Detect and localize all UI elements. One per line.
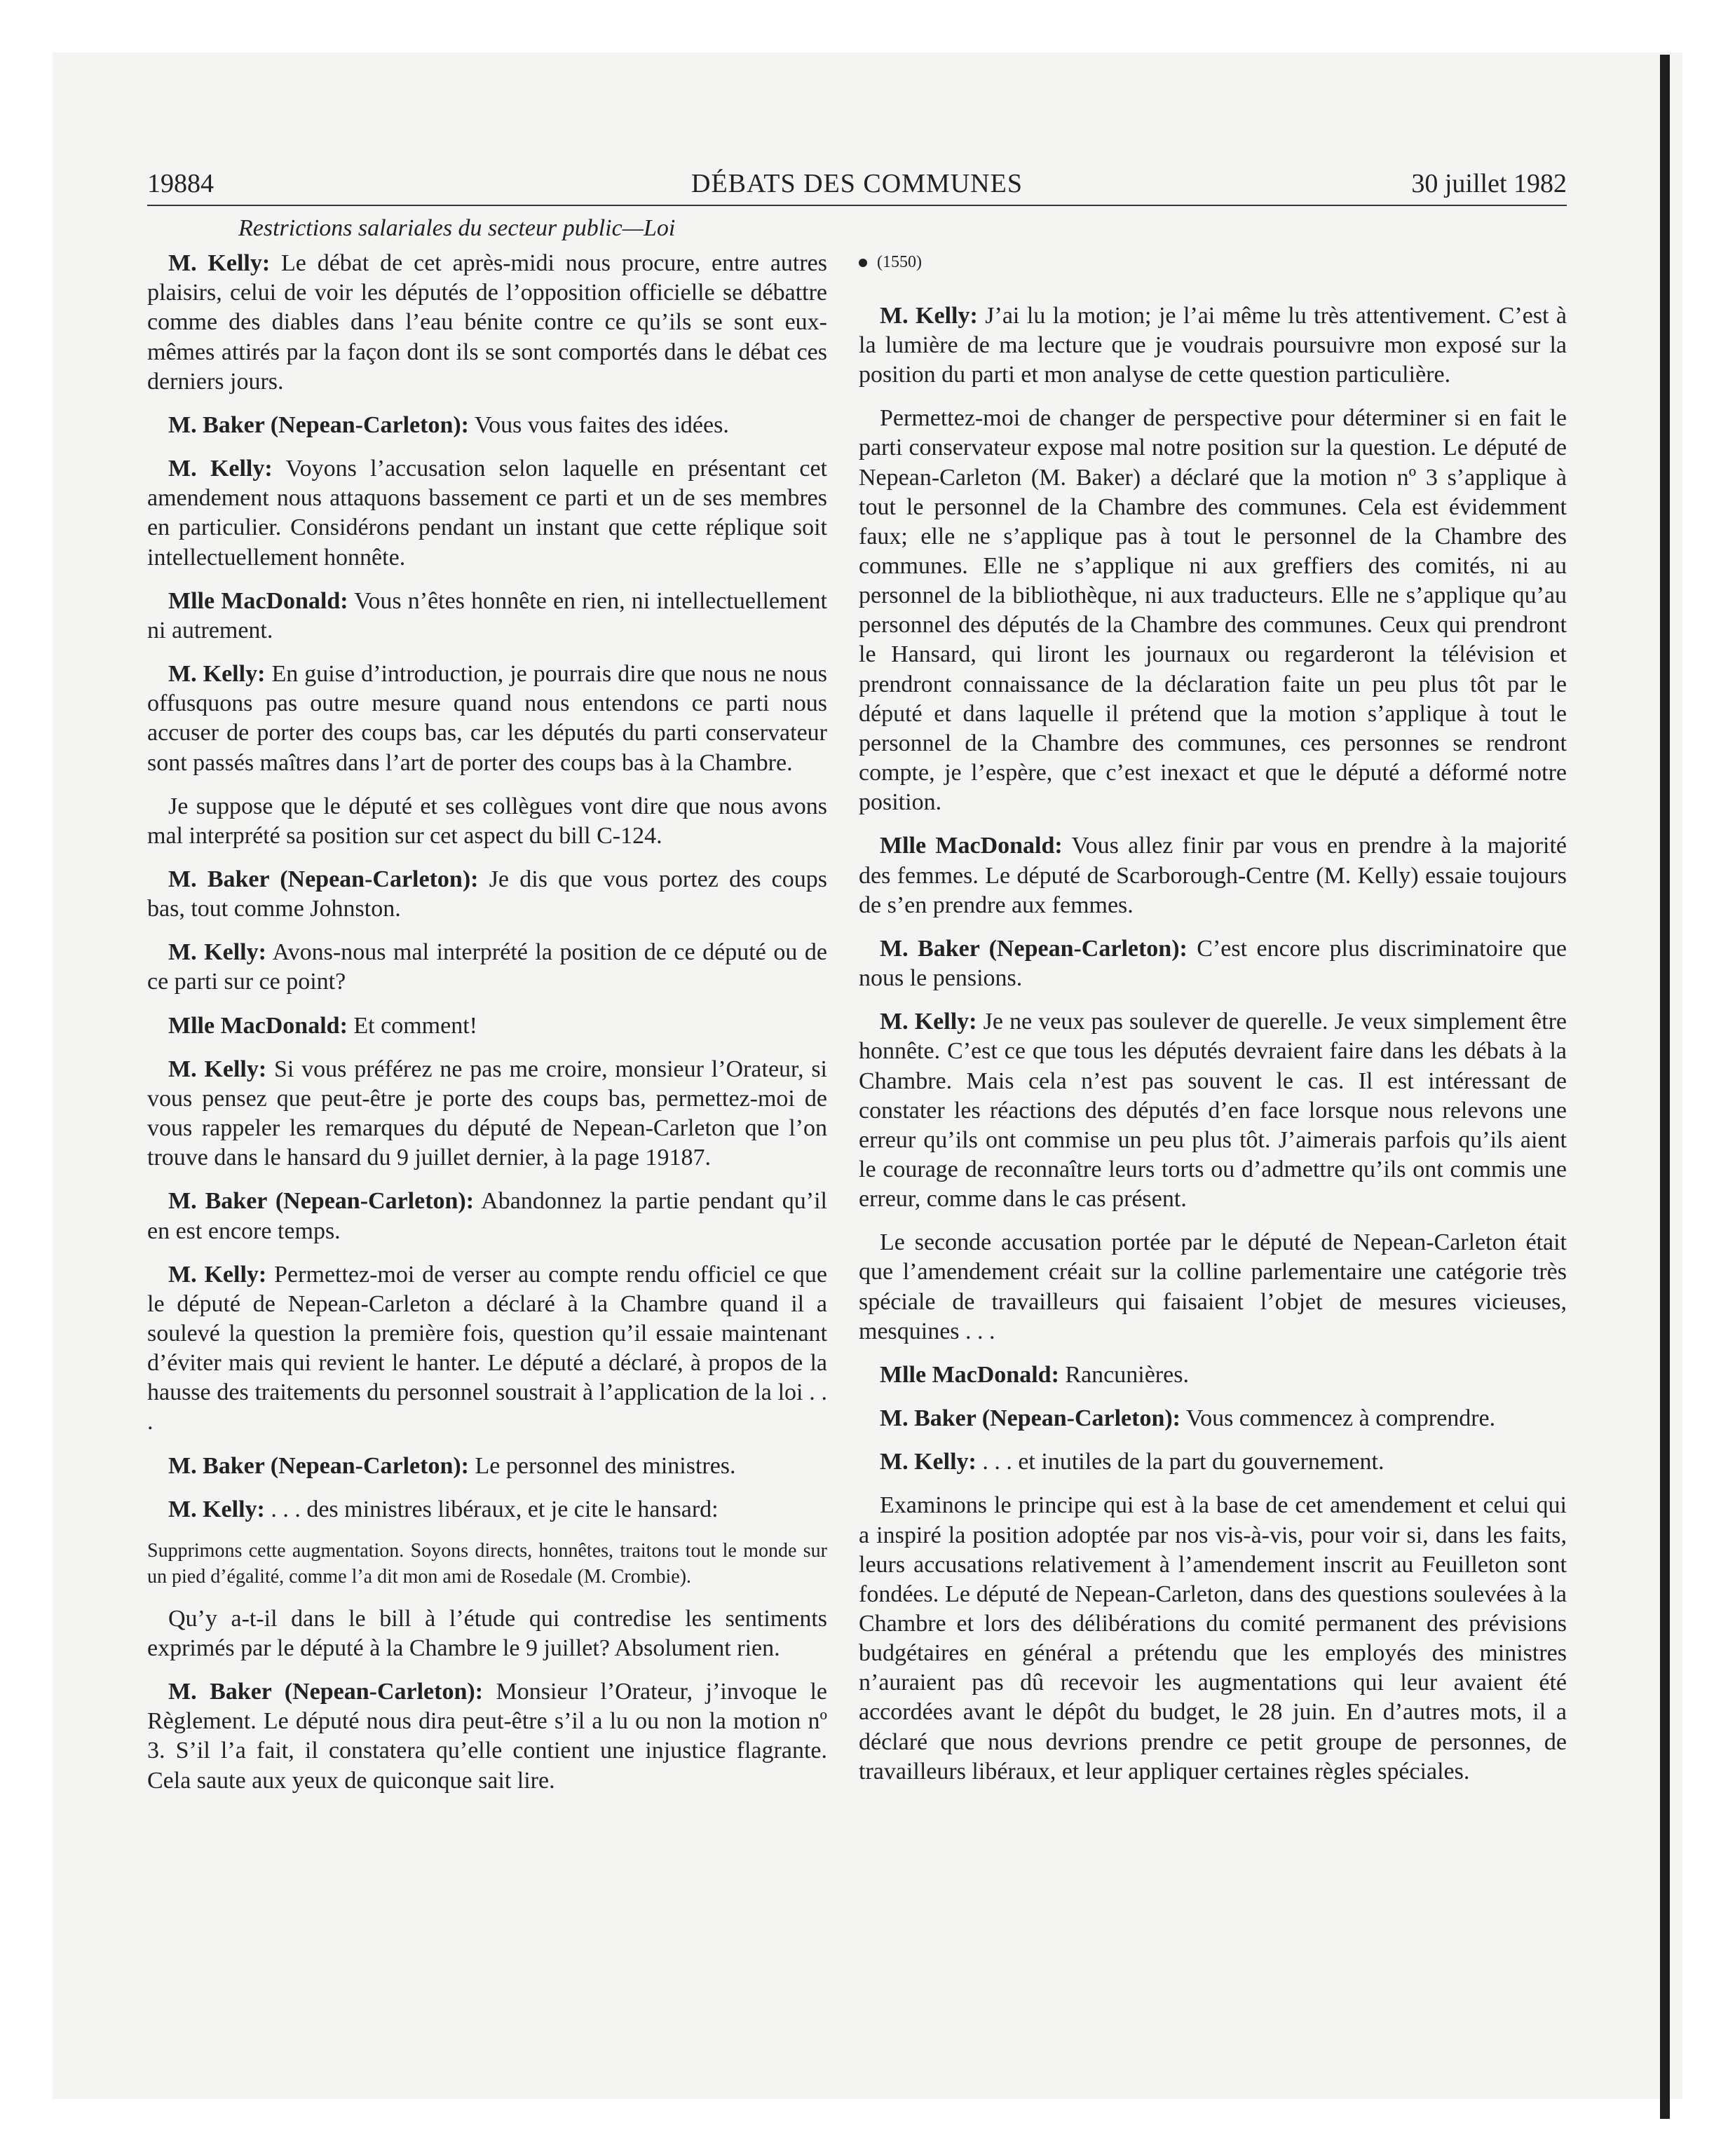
speaker-name: Mlle MacDonald:	[168, 1012, 348, 1039]
paragraph-text: Je ne veux pas soulever de querelle. Je veux simplement être honnête. C’est ce que tous les députés devraient faire dans les débats à la Chambre. Mais cela n’est pas souvent le cas. Il est intéressant de constater les réactions des députés d’en face lorsque nous relevons une erreur qu’ils ont commise un peu plus tôt. J’aimerais parfois qu’ils aient le courage de reconnaître leurs torts ou d’admettre qu’ils ont commis une erreur, comme dans le cas présent.	[859, 1009, 1567, 1213]
time-marker-text: (1550)	[877, 253, 922, 271]
paragraph-text: J’ai lu la motion; je l’ai même lu très attentivement. C’est à la lumière de ma lecture que je voudrais poursuivre mon exposé sur la position du parti et mon analyse de cette question particulière.	[859, 302, 1567, 388]
paragraph-text: Avons-nous mal interprété la position de ce député ou de ce parti sur ce point?	[147, 939, 828, 995]
speaker-name: M. Baker (Nepean-Carleton):	[880, 935, 1188, 962]
paragraph-text: Permettez-moi de changer de perspective pour déterminer si en fait le parti conservateur expose mal notre position sur la question. Le député de Nepean-Carleton (M. Baker) a déclaré que la motion nº 3 s’applique à tout le personnel de la Chambre des communes. Cela est évidemment faux; elle ne s’applique pas à tout le personnel de la Chambre des communes. Elle ne s’applique ni aux greffiers des comités, ni au personnel de la bibliothèque, ni aux traducteurs. Elle ne s’applique qu’au personnel des députés de la Chambre des communes. Ceux qui prendront le Hansard, qui liront les journaux ou regarderont la télévision et prendront connaissance de la déclaration faite un peu plus tôt par le député et dans laquelle il prétend que la motion s’applique à tout le personnel de la Chambre des communes, ces personnes se rendront compte, je l’espère, que c’est inexact et que le député a déformé notre position.	[859, 405, 1567, 816]
paragraph	[147, 587, 827, 646]
paragraph	[147, 1677, 827, 1796]
paragraph-text: Qu’y a-t-il dans le bill à l’étude qui contredise les sentiments exprimés par le député à la Chambre le 9 juillet? Absolument rien.	[147, 1605, 827, 1661]
paragraph-text: Vous n’êtes honnête en rien, ni intellectuellement ni autrement.	[147, 587, 827, 643]
paragraph	[859, 1404, 1567, 1433]
paragraph	[147, 1604, 827, 1663]
speaker-name: M. Kelly:	[168, 1056, 267, 1082]
right-paragraphs	[859, 301, 1567, 1787]
speaker-name: M. Kelly:	[168, 1496, 265, 1522]
paragraph-text: Vous vous faites des idées.	[469, 411, 729, 438]
speaker-name: Mlle MacDonald:	[168, 587, 348, 614]
left-paragraphs	[147, 249, 827, 1796]
right-column	[859, 252, 1567, 1801]
paragraph	[147, 1452, 827, 1481]
paragraph	[147, 792, 827, 851]
page-header	[147, 168, 1567, 206]
speaker-name: M. Baker (Nepean-Carleton):	[168, 866, 479, 892]
paragraph-text: . . . des ministres libéraux, et je cite le hansard:	[264, 1496, 719, 1522]
scan-edge-bar	[1660, 55, 1670, 2119]
paragraph	[859, 1360, 1567, 1390]
paragraph-text: Supprimons cette augmentation. Soyons directs, honnêtes, traitons tout le monde sur un pied d’égalité, comme l’a dit mon ami de Rosedale (M. Crombie).	[147, 1539, 827, 1588]
paragraph	[147, 865, 827, 924]
speaker-name: Mlle MacDonald:	[880, 833, 1063, 859]
time-marker	[859, 252, 1567, 273]
paragraph	[147, 1011, 827, 1041]
section-subtitle: Restrictions salariales du secteur public—Loi	[238, 215, 676, 241]
paragraph	[859, 404, 1567, 817]
speaker-name: M. Baker (Nepean-Carleton):	[168, 1452, 470, 1479]
paragraph-text: Je dis que vous portez des coups bas, tout comme Johnston.	[147, 866, 827, 922]
speaker-name: M. Baker (Nepean-Carleton):	[168, 1188, 475, 1215]
paragraph-text: C’est encore plus discriminatoire que nous le pensions.	[859, 935, 1567, 992]
speaker-name: M. Kelly:	[168, 661, 266, 688]
bullet-icon	[859, 259, 867, 267]
paragraph-text: . . . et inutiles de la part du gouvernement.	[976, 1449, 1384, 1475]
paragraph-text: Monsieur l’Orateur, j’invoque le Règlement. Le député nous dira peut-être s’il a lu ou non la motion nº 3. S’il l’a fait, il constatera qu’elle contient une injustice flagrante. Cela saute aux yeux de quiconque sait lire.	[147, 1679, 827, 1794]
speaker-name: M. Kelly:	[168, 250, 271, 277]
paragraph-text: Si vous préférez ne pas me croire, monsieur l’Orateur, si vous pensez que peut-être je porte des coups bas, permettez-moi de vous rappeler les remarques du député de Nepean-Carleton que l’on trouve dans le hansard du 9 juillet dernier, à la page 19187.	[147, 1056, 827, 1171]
paragraph	[859, 301, 1567, 390]
paragraph-text: Le personnel des ministres.	[469, 1452, 736, 1479]
paragraph-text: Vous commencez à comprendre.	[1181, 1405, 1496, 1432]
paragraph-text: Le seconde accusation portée par le député de Nepean-Carleton était que l’amendement créait sur la colline parlementaire une catégorie très spéciale de travailleurs qui faisaient l’objet de mesures vicieuses, mesquines . . .	[859, 1229, 1567, 1344]
page-number: 19884	[147, 169, 214, 198]
paragraph	[147, 1260, 827, 1438]
left-column	[147, 214, 827, 1810]
paragraph-text: Vous allez finir par vous en prendre à la majorité des femmes. Le député de Scarborough-Centre (M. Kelly) essaie toujours de s’en prendre aux femmes.	[859, 833, 1567, 918]
speaker-name: M. Kelly:	[168, 456, 273, 482]
paragraph	[859, 1491, 1567, 1787]
speaker-name: M. Kelly:	[168, 1261, 267, 1288]
paragraph-text: Voyons l’accusation selon laquelle en présentant cet amendement nous attaquons bassement ce parti et un de ses membres en particulier. Considérons pendant un instant que cette réplique soit intellectuellement honnête.	[147, 456, 827, 571]
speaker-name: M. Baker (Nepean-Carleton):	[168, 411, 470, 438]
paragraph	[859, 1007, 1567, 1214]
publication-date: 30 juillet 1982	[1411, 169, 1567, 198]
speaker-name: M. Kelly:	[880, 1009, 977, 1035]
paragraph	[147, 1495, 827, 1524]
block-quote	[147, 1538, 827, 1590]
speaker-name: M. Kelly:	[168, 939, 266, 966]
paragraph	[147, 660, 827, 778]
paragraph	[859, 831, 1567, 920]
paragraph-text: Le débat de cet après-midi nous procure, entre autres plaisirs, celui de voir les députés de l’opposition officielle se débattre comme des diables dans l’eau bénite contre ce qu’ils se sont eux-mêmes attirés par la façon dont ils se sont comportés dans le débat ces derniers jours.	[147, 250, 828, 395]
paragraph-text: Rancunières.	[1059, 1361, 1189, 1388]
paragraph	[147, 411, 827, 440]
speaker-name: M. Baker (Nepean-Carleton):	[880, 1405, 1181, 1432]
paragraph-text: Abandonnez la partie pendant qu’il en est encore temps.	[147, 1188, 827, 1244]
publication-title: DÉBATS DES COMMUNES	[691, 169, 1023, 198]
paragraph	[859, 1447, 1567, 1477]
paragraph	[147, 1055, 827, 1173]
paragraph	[859, 1228, 1567, 1346]
paragraph	[147, 1187, 827, 1246]
paragraph-text: Et comment!	[347, 1012, 477, 1039]
paragraph-text: Je suppose que le député et ses collègues vont dire que nous avons mal interprété sa position sur cet aspect du bill C-124.	[147, 793, 827, 849]
speaker-name: M. Kelly:	[880, 1449, 977, 1475]
paragraph-text: Permettez-moi de verser au compte rendu officiel ce que le député de Nepean-Carleton a déclaré à la Chambre quand il a soulevé la question la première fois, question qu’il essaie maintenant d’éviter mais qui revient le hanter. Le député a déclaré, à propos de la hausse des traitements du personnel soustrait à l’application de la loi . . .	[147, 1261, 828, 1435]
speaker-name: Mlle MacDonald:	[880, 1361, 1059, 1388]
paragraph-text: En guise d’introduction, je pourrais dire que nous ne nous offusquons pas outre mesure quand nous entendons ce parti nous accuser de porter des coups bas, car les députés du parti conservateur sont passés maîtres dans l’art de porter des coups bas à la Chambre.	[147, 661, 828, 776]
paragraph	[859, 934, 1567, 993]
paragraph	[147, 249, 827, 397]
paragraph-text: Examinons le principe qui est à la base de cet amendement et celui qui a inspiré la position adoptée par nos vis-à-vis, pour voir si, dans les faits, leurs accusations relativement à l’amendement inscrit au Feuilleton sont fondées. Le député de Nepean-Carleton, dans des questions soulevées à la Chambre et lors des délibérations du comité permanent des prévisions budgétaires en général a prétendu que les employés des ministres n’auraient pas dû recevoir les augmentations qui leur avaient été accordées avant le dépôt du budget, le 28 juin. En d’autres mots, il a déclaré que nous devrions prendre ce petit groupe de personnes, de travailleurs libéraux, et leur appliquer certaines règles spéciales.	[859, 1492, 1567, 1785]
speaker-name: M. Kelly:	[880, 302, 978, 329]
speaker-name: M. Baker (Nepean-Carleton):	[168, 1679, 484, 1705]
paragraph	[147, 454, 827, 573]
paragraph	[147, 938, 827, 997]
